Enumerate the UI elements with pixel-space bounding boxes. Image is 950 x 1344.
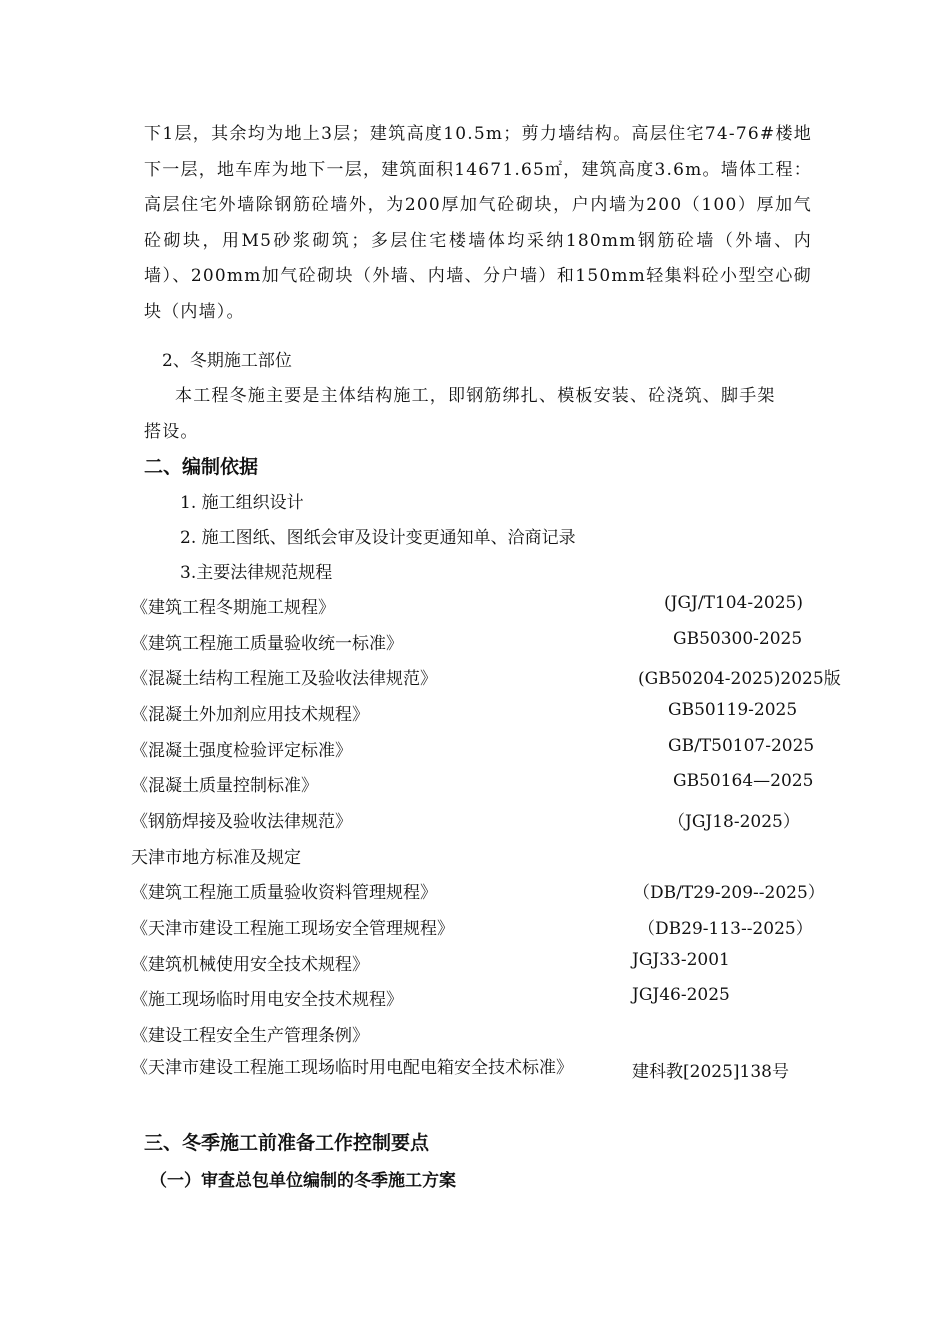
ref-title: 《天津市建设工程施工现场安全管理规程》 bbox=[131, 919, 454, 939]
ref-code: （JGJ18-2025） bbox=[668, 812, 800, 832]
ref-code: JGJ33-2001 bbox=[632, 950, 730, 970]
ref-code: JGJ46-2025 bbox=[632, 985, 730, 1005]
winter-parts-body-line2: 搭设。 bbox=[144, 422, 199, 442]
ref-title: 《混凝土外加剂应用技术规程》 bbox=[131, 705, 369, 725]
ref-code: 建科教[2025]138号 bbox=[632, 1062, 789, 1082]
ref-code: （DB29-113--2025） bbox=[638, 919, 813, 939]
ref-title: 《建筑工程冬期施工规程》 bbox=[131, 598, 335, 618]
ref-code: (GB50204-2025)2025版 bbox=[638, 669, 841, 689]
ref-title: 《混凝土结构工程施工及验收法律规范》 bbox=[131, 669, 437, 689]
ref-title: 《混凝土强度检验评定标准》 bbox=[131, 741, 352, 761]
ref-title: 《建筑机械使用安全技术规程》 bbox=[131, 955, 369, 975]
winter-parts-heading: 2、冬期施工部位 bbox=[162, 351, 292, 371]
intro-paragraph: 下1层，其余均为地上3层；建筑高度10.5m；剪力墙结构。高层住宅74-76#楼地下一层，地车库为地下一层，建筑面积14671.65㎡，建筑高度3.6m。墙体工程：高层住宅外墙除钢筋砼墙外，为200厚加气砼砌块，户内墙为200（100）厚加气砼砌块，用M5砂浆砌筑；多层住宅楼墙体均采纳180mm钢筋砼墙（外墙、内墙）、200mm加气砼砌块（外墙、内墙、分户墙）和150mm轻集料砼小型空心砌块（内墙）。 bbox=[144, 124, 812, 322]
ref-title: 《混凝土质量控制标准》 bbox=[131, 776, 318, 796]
ref-title: 《天津市建设工程施工现场临时用电配电箱安全技术标准》 bbox=[131, 1058, 573, 1078]
ref-code: GB50300-2025 bbox=[673, 629, 803, 649]
ref-code: GB50164—2025 bbox=[673, 771, 814, 791]
ref-title: 《建筑工程施工质量验收资料管理规程》 bbox=[131, 883, 437, 903]
ref-title: 《施工现场临时用电安全技术规程》 bbox=[131, 990, 403, 1010]
winter-parts-body-line1: 本工程冬施主要是主体结构施工，即钢筋绑扎、模板安装、砼浇筑、脚手架 bbox=[175, 386, 776, 406]
ref-code: GB/T50107-2025 bbox=[668, 736, 815, 756]
basis-item-2: 2. 施工图纸、图纸会审及设计变更通知单、洽商记录 bbox=[180, 528, 576, 548]
ref-title: 《钢筋焊接及验收法律规范》 bbox=[131, 812, 352, 832]
basis-item-3: 3.主要法律规范规程 bbox=[180, 563, 333, 583]
ref-code: （DB/T29-209--2025） bbox=[633, 883, 825, 903]
ref-title: 《建设工程安全生产管理条例》 bbox=[131, 1026, 369, 1046]
basis-heading: 二、编制依据 bbox=[144, 456, 259, 478]
ref-code: (JGJ/T104-2025) bbox=[664, 593, 803, 613]
prep-sub-heading: （一）审查总包单位编制的冬季施工方案 bbox=[150, 1171, 456, 1191]
local-standards-heading: 天津市地方标准及规定 bbox=[131, 848, 301, 868]
prep-heading: 三、冬季施工前准备工作控制要点 bbox=[144, 1132, 430, 1154]
ref-title: 《建筑工程施工质量验收统一标准》 bbox=[131, 634, 403, 654]
ref-code: GB50119-2025 bbox=[668, 700, 798, 720]
basis-item-1: 1. 施工组织设计 bbox=[180, 493, 304, 513]
